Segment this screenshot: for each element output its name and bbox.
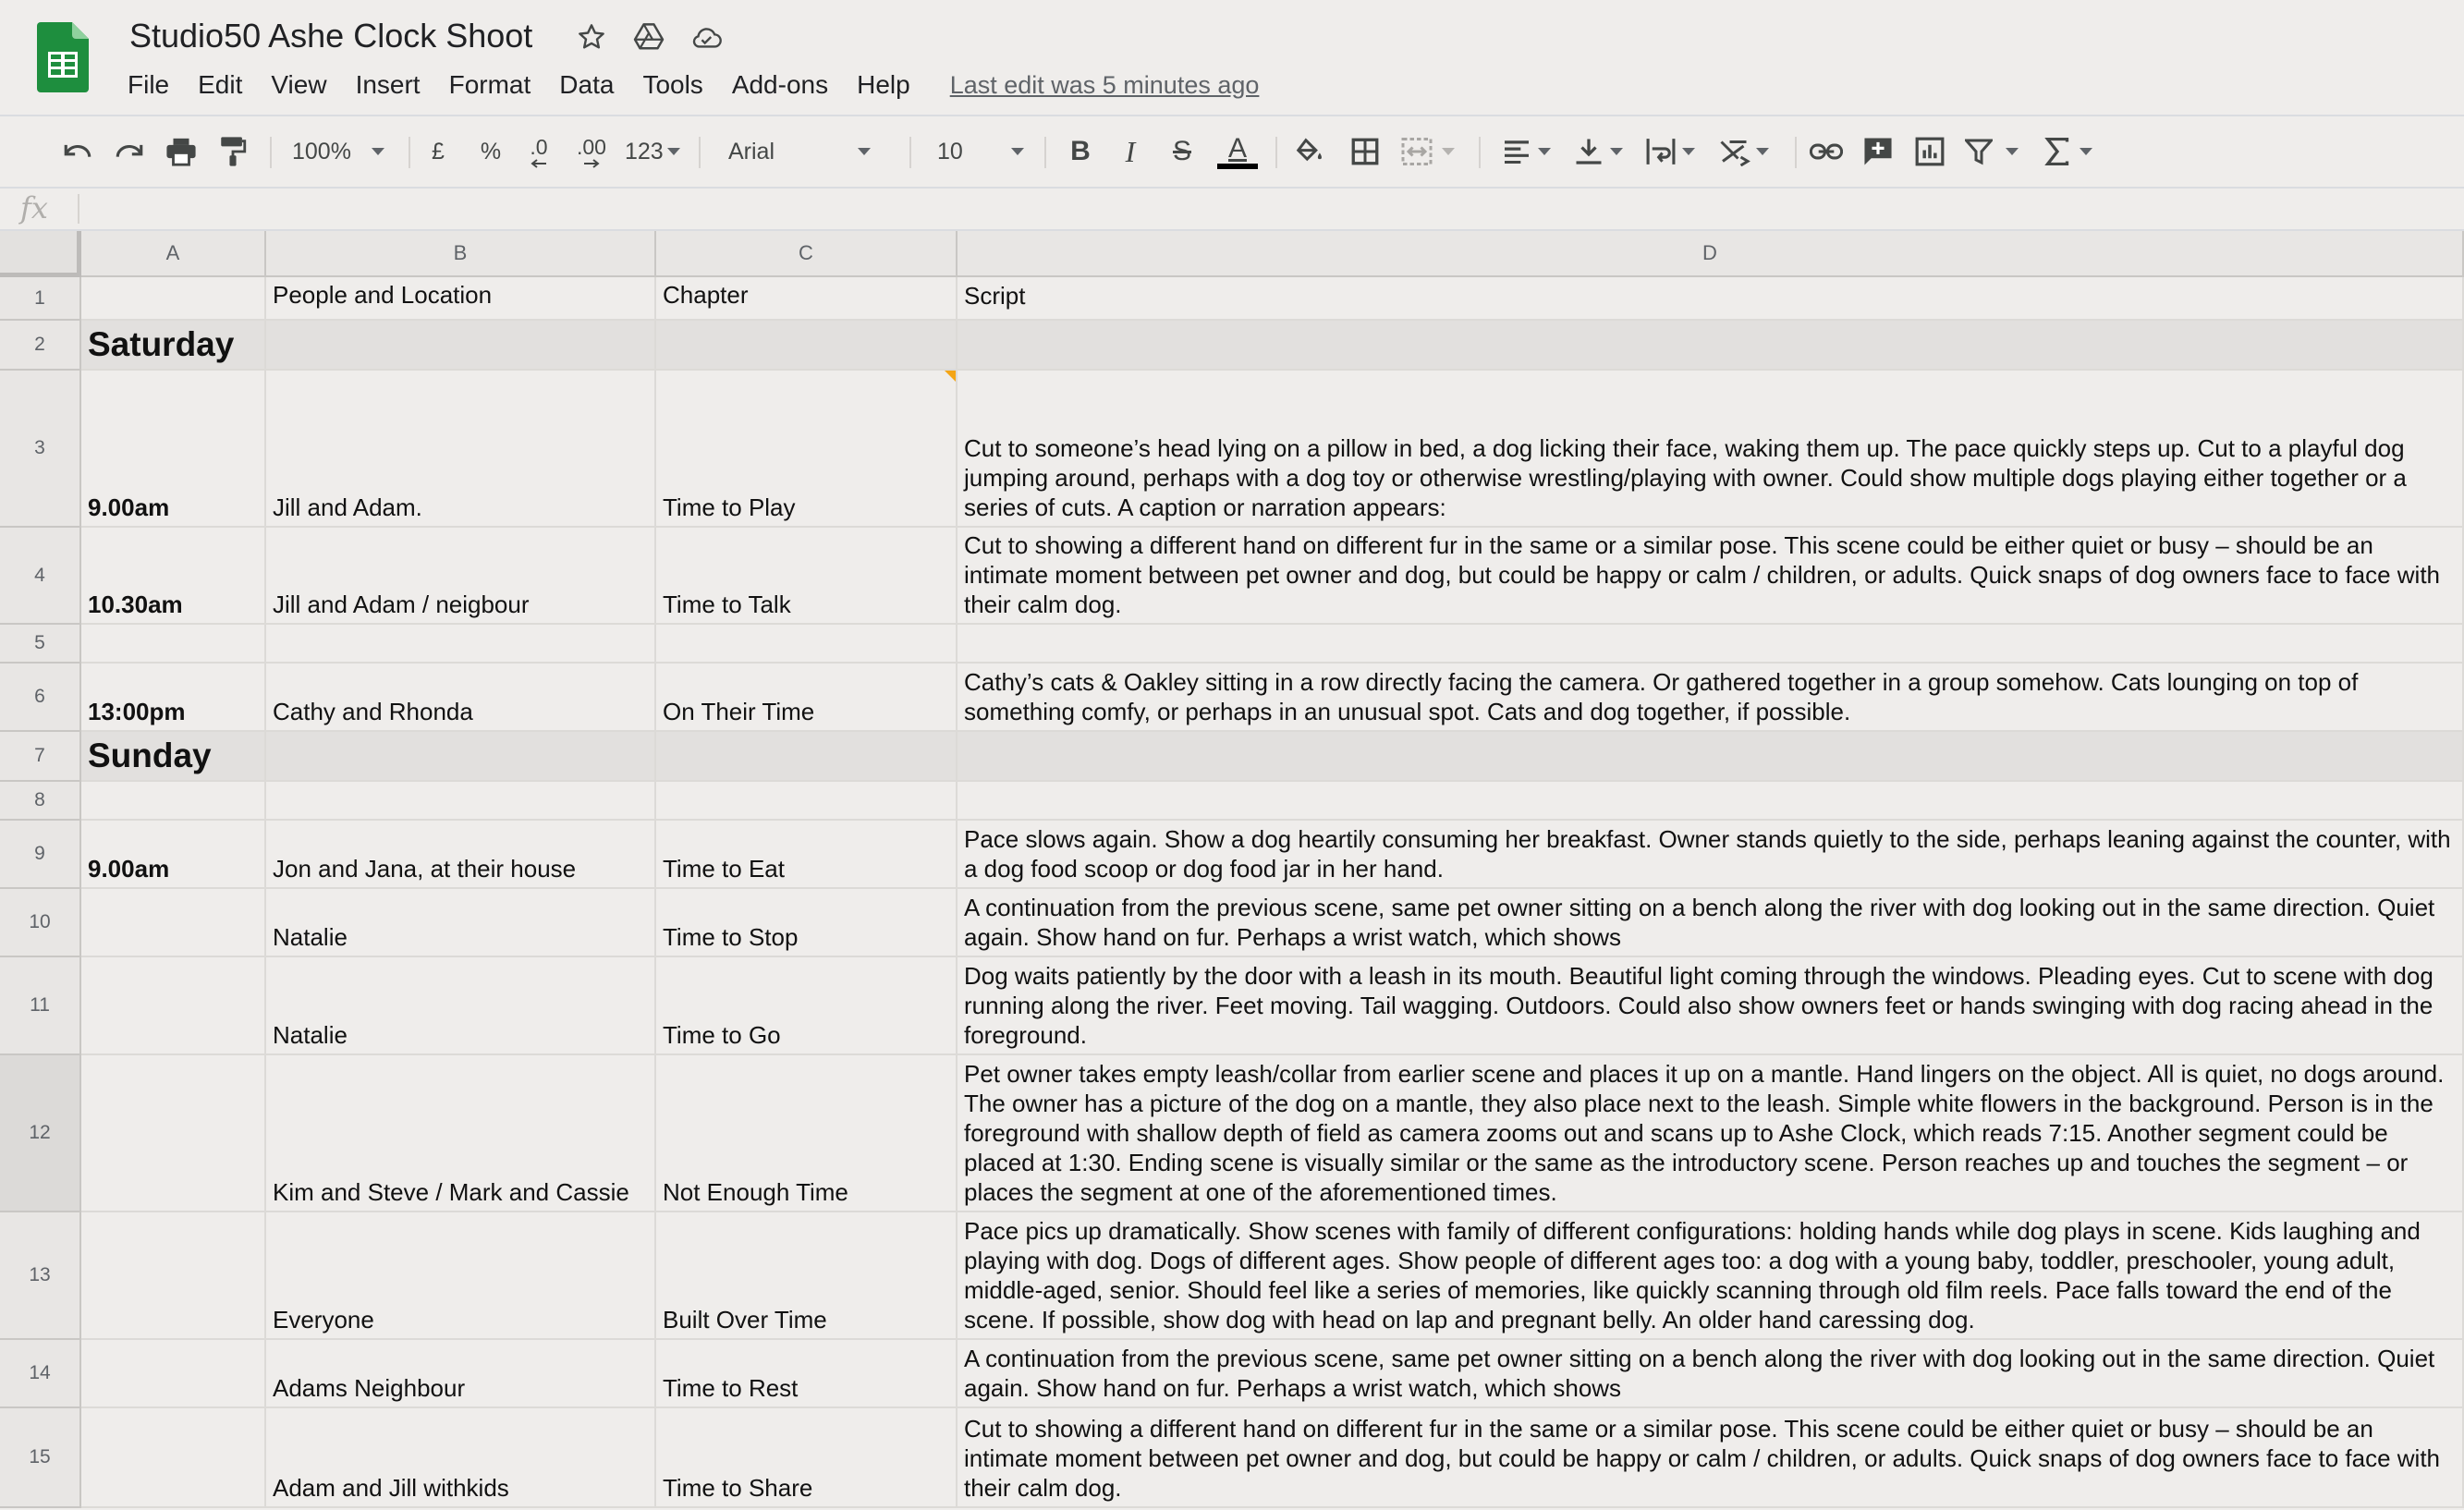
cell-text: Built Over Time [663,1306,827,1333]
script-cell[interactable] [958,321,2464,371]
cell-text: Cut to showing a different hand on different fur in the same or a similar pose. This scene could be either quiet or busy – should be an intimate moment between pet owner and dog, but could be happy or calm / children, or adults. Quick snaps of dog owners face to face with their calm dog. [964,531,2441,618]
column-header-b[interactable]: B [266,231,656,277]
cell-text: 10.30am [88,591,183,618]
toolbar-separator [1044,137,1046,168]
chapter-cell[interactable] [656,371,958,528]
cell-text: Time to Share [663,1474,813,1502]
toolbar-separator [1275,137,1277,168]
chapter-cell[interactable] [656,1340,958,1408]
script-cell[interactable] [958,732,2464,782]
menu-help[interactable]: Help [857,70,910,99]
print-icon[interactable] [161,129,201,174]
cell-text: Time to Eat [663,855,785,883]
row-header[interactable]: 1 [0,277,81,321]
paint-format-icon[interactable] [213,129,253,174]
menu-insert[interactable]: Insert [355,70,421,99]
sheets-logo-icon[interactable] [37,22,89,92]
cell-text: People and Location [273,281,493,309]
move-to-drive-icon[interactable] [630,18,667,55]
cell-text: Natalie [273,1021,348,1049]
note-indicator-icon[interactable] [945,371,956,382]
people-location-cell[interactable] [266,371,656,528]
row-header[interactable]: 8 [0,782,81,821]
redo-icon[interactable] [109,129,150,174]
font-family-select[interactable]: Arial [728,129,895,174]
cell-text: Cathy’s cats & Oakley sitting in a row directly facing the camera. Or gathered together in a group somehow. Cats lounging on top of something comfy, or perhaps in an unusual spot. Cats and dog together, if possible. [964,668,2359,725]
select-all-corner[interactable] [0,231,81,277]
bold-button[interactable]: B [1070,136,1091,166]
title-actions [573,18,725,55]
horizontal-align-icon[interactable] [1503,129,1560,174]
cell-text: Script [964,282,1026,310]
merge-cells-icon[interactable] [1401,129,1462,174]
chapter-cell[interactable] [656,1055,958,1212]
menu-edit[interactable]: Edit [198,70,243,99]
row-header[interactable]: 13 [0,1212,81,1340]
menu-tools[interactable]: Tools [642,70,703,99]
formula-input[interactable] [85,189,2451,229]
cell-text: Sunday [88,737,212,774]
more-formats-select[interactable]: 123 [625,129,686,174]
time-cell[interactable] [81,664,266,732]
text-color-button[interactable]: A [1216,129,1259,174]
toolbar-separator [1795,137,1797,168]
format-currency-button[interactable]: £ [432,138,445,164]
cell-text: 9.00am [88,493,170,521]
row-header[interactable]: 15 [0,1408,81,1508]
cell-text: Adams Neighbour [273,1374,466,1402]
document-title[interactable]: Studio50 Ashe Clock Shoot [129,17,533,55]
column-header-d[interactable]: D [958,231,2464,277]
chapter-cell[interactable] [656,1408,958,1508]
row-header[interactable]: 7 [0,732,81,782]
zoom-select[interactable]: 100% [292,129,394,174]
script-cell[interactable] [958,1055,2464,1212]
time-cell[interactable] [81,1408,266,1508]
functions-icon[interactable] [2044,129,2104,174]
script-cell[interactable] [958,664,2464,732]
insert-chart-icon[interactable] [1911,129,1948,174]
cell-text: Time to Rest [663,1374,799,1402]
undo-icon[interactable] [57,129,98,174]
cell-text: Cut to showing a different hand on different fur in the same or a similar pose. This scene could be either quiet or busy – should be an intimate moment between pet owner and dog, but could be happy or calm / children, or adults. Quick snaps of dog owners face to face with their calm dog. [964,1415,2441,1502]
cell-text: Time to Stop [663,923,799,951]
people-location-cell[interactable] [266,782,656,821]
increase-decimal-button[interactable]: .00 [571,129,612,174]
row-header[interactable]: 6 [0,664,81,732]
cell-text: 9.00am [88,855,170,883]
day-heading-cell[interactable] [81,321,266,371]
insert-link-icon[interactable] [1808,129,1845,174]
script-cell[interactable] [958,957,2464,1055]
cell-text: Cut to someone’s head lying on a pillow in bed, a dog licking their face, waking them up. The pace quickly steps up. Cut to a playful dog jumping around, perhaps with a dog toy or otherwise wrestling/playing with owner. Could show multiple dogs playing either together or a series of cuts. A caption or narration appears: [964,434,2407,521]
header-cell[interactable] [958,277,2464,321]
row-header[interactable]: 11 [0,957,81,1055]
people-location-cell[interactable] [266,321,656,371]
cell-text: Jon and Jana, at their house [273,855,577,883]
vertical-align-icon[interactable] [1575,129,1632,174]
italic-button[interactable]: I [1125,134,1136,168]
people-location-cell[interactable] [266,1055,656,1212]
menu-format[interactable]: Format [448,70,531,99]
row-header[interactable]: 2 [0,321,81,371]
time-cell[interactable] [81,957,266,1055]
title-bar [0,0,2464,115]
cell-text: Not Enough Time [663,1178,848,1206]
toolbar [0,116,2464,187]
chapter-cell[interactable] [656,782,958,821]
time-cell[interactable] [81,625,266,664]
time-cell[interactable] [81,1340,266,1408]
time-cell[interactable] [81,1055,266,1212]
text-wrapping-icon[interactable] [1645,129,1706,174]
script-cell[interactable] [958,821,2464,889]
people-location-cell[interactable] [266,1340,656,1408]
people-location-cell[interactable] [266,889,656,957]
row-header[interactable]: 12 [0,1055,81,1212]
cell-text: Pace pics up dramatically. Show scenes with family of different configurations: holding hands while dog plays in scene. Kids laughing and playing with dog. Dogs of different ages. Show people of different ages too: a dog with a young baby, toddler, preschooler, young adult, middle-aged, senior. Should feel like a series of memories, like quickly scanning through old film reels. Pace falls toward the end of the scene. If possible, show dog with head on lap and pregnant belly. An older hand caressing dog. [964,1217,2421,1333]
star-icon[interactable] [573,18,610,55]
header-cell[interactable] [81,277,266,321]
toolbar-separator [909,137,911,168]
time-cell[interactable] [81,782,266,821]
people-location-cell[interactable] [266,528,656,625]
cell-text: Chapter [663,281,749,309]
column-header-a[interactable]: A [81,231,266,277]
chapter-cell[interactable] [656,889,958,957]
chapter-cell[interactable] [656,821,958,889]
script-cell[interactable] [958,1408,2464,1508]
decrease-decimal-button[interactable]: .0 [523,129,555,174]
fx-icon: fx [20,190,48,225]
chapter-cell[interactable] [656,957,958,1055]
cell-text: Time to Go [663,1021,781,1049]
cell-text: Cathy and Rhonda [273,698,473,725]
borders-icon[interactable] [1348,129,1383,174]
script-cell[interactable] [958,625,2464,664]
cell-text: Pet owner takes empty leash/collar from earlier scene and places it up on a mantle. Hand lingers on the object. All is quiet, no dogs around. The owner has a picture of the dog on a mantle, they also place next to the leash. Simple white flowers in the background. Person is in the foreground with shallow depth of field as camera zooms out and scans up to Ashe Clock, which reads 7:15. Another segment could be placed at 1:30. Ending scene is visually similar or the same as the introductory scene. Person reaches up and touches the segment – or places the segment at one of the aforementioned times. [964,1060,2445,1206]
format-percent-button[interactable]: % [480,138,502,164]
row-header[interactable]: 9 [0,821,81,889]
chapter-cell[interactable] [656,664,958,732]
cell-text: Time to Talk [663,591,791,618]
row-header[interactable]: 3 [0,371,81,528]
fill-color-icon[interactable] [1292,129,1327,174]
cloud-saved-icon[interactable] [688,18,725,55]
toolbar-separator [1479,137,1481,168]
toolbar-separator [409,137,410,168]
font-size-select[interactable]: 10 [937,129,1031,174]
text-rotation-icon[interactable] [1717,129,1782,174]
people-location-cell[interactable] [266,1408,656,1508]
cell-text: A continuation from the previous scene, same pet owner sitting on a bench along the river with dog looking out in the same direction. Quiet again. Show hand on fur. Perhaps a wrist watch, which shows [964,1345,2435,1402]
toolbar-separator [699,137,701,168]
filter-icon[interactable] [1965,129,2026,174]
chapter-cell[interactable] [656,321,958,371]
chapter-cell[interactable] [656,732,958,782]
people-location-cell[interactable] [266,732,656,782]
cell-text: Time to Play [663,493,796,521]
header-cell[interactable] [266,277,656,321]
toolbar-separator [270,137,272,168]
cell-text: Jill and Adam. [273,493,422,521]
formula-bar [0,189,2464,229]
people-location-cell[interactable] [266,625,656,664]
cell-text: On Their Time [663,698,815,725]
menu-view[interactable]: View [271,70,327,99]
row-header[interactable]: 4 [0,528,81,625]
formula-separator [78,194,79,224]
time-cell[interactable] [81,889,266,957]
column-header-c[interactable]: C [656,231,958,277]
time-cell[interactable] [81,528,266,625]
menu-data[interactable]: Data [559,70,615,99]
row-header[interactable]: 5 [0,625,81,664]
people-location-cell[interactable] [266,1212,656,1340]
cell-text: Saturday [88,325,235,363]
people-location-cell[interactable] [266,664,656,732]
text-color-swatch [1217,164,1258,169]
cell-text: Pace slows again. Show a dog heartily consuming her breakfast. Owner stands quietly to the side, perhaps leaning against the counter, with a dog food scoop or dog food jar in her hand. [964,825,2451,883]
chapter-cell[interactable] [656,528,958,625]
script-cell[interactable] [958,371,2464,528]
strikethrough-button[interactable]: S [1172,136,1191,166]
cell-text: 13:00pm [88,698,186,725]
row-header[interactable]: 14 [0,1340,81,1408]
time-cell[interactable] [81,821,266,889]
cell-text: A continuation from the previous scene, same pet owner sitting on a bench along the river with dog looking out in the same direction. Quiet again. Show hand on fur. Perhaps a wrist watch, which shows [964,894,2435,951]
insert-comment-icon[interactable] [1860,129,1897,174]
script-cell[interactable] [958,1340,2464,1408]
chapter-cell[interactable] [656,625,958,664]
day-heading-cell[interactable] [81,732,266,782]
cell-text: Everyone [273,1306,374,1333]
script-cell[interactable] [958,1212,2464,1340]
menu-bar [128,70,1259,100]
menu-file[interactable]: File [128,70,170,99]
time-cell[interactable] [81,1212,266,1340]
time-cell[interactable] [81,371,266,528]
people-location-cell[interactable] [266,821,656,889]
menu-add-ons[interactable]: Add-ons [731,70,829,99]
cell-text: Natalie [273,923,348,951]
header-cell[interactable] [656,277,958,321]
cell-text: Dog waits patiently by the door with a leash in its mouth. Beautiful light coming through the windows. Pleading eyes. Cut to scene with dog running along the river. Feet moving. Tail wagging. Outdoors. Could also show owners feet or hands swinging with dog racing ahead in the foreground. [964,962,2434,1049]
script-cell[interactable] [958,889,2464,957]
spreadsheet-grid [0,231,2464,1510]
people-location-cell[interactable] [266,957,656,1055]
cell-text: Jill and Adam / neigbour [273,591,530,618]
last-edit-link[interactable]: Last edit was 5 minutes ago [949,70,1260,99]
script-cell[interactable] [958,528,2464,625]
cell-text: Adam and Jill withkids [273,1474,509,1502]
row-header[interactable]: 10 [0,889,81,957]
cell-text: Kim and Steve / Mark and Cassie [273,1178,629,1206]
chapter-cell[interactable] [656,1212,958,1340]
script-cell[interactable] [958,782,2464,821]
